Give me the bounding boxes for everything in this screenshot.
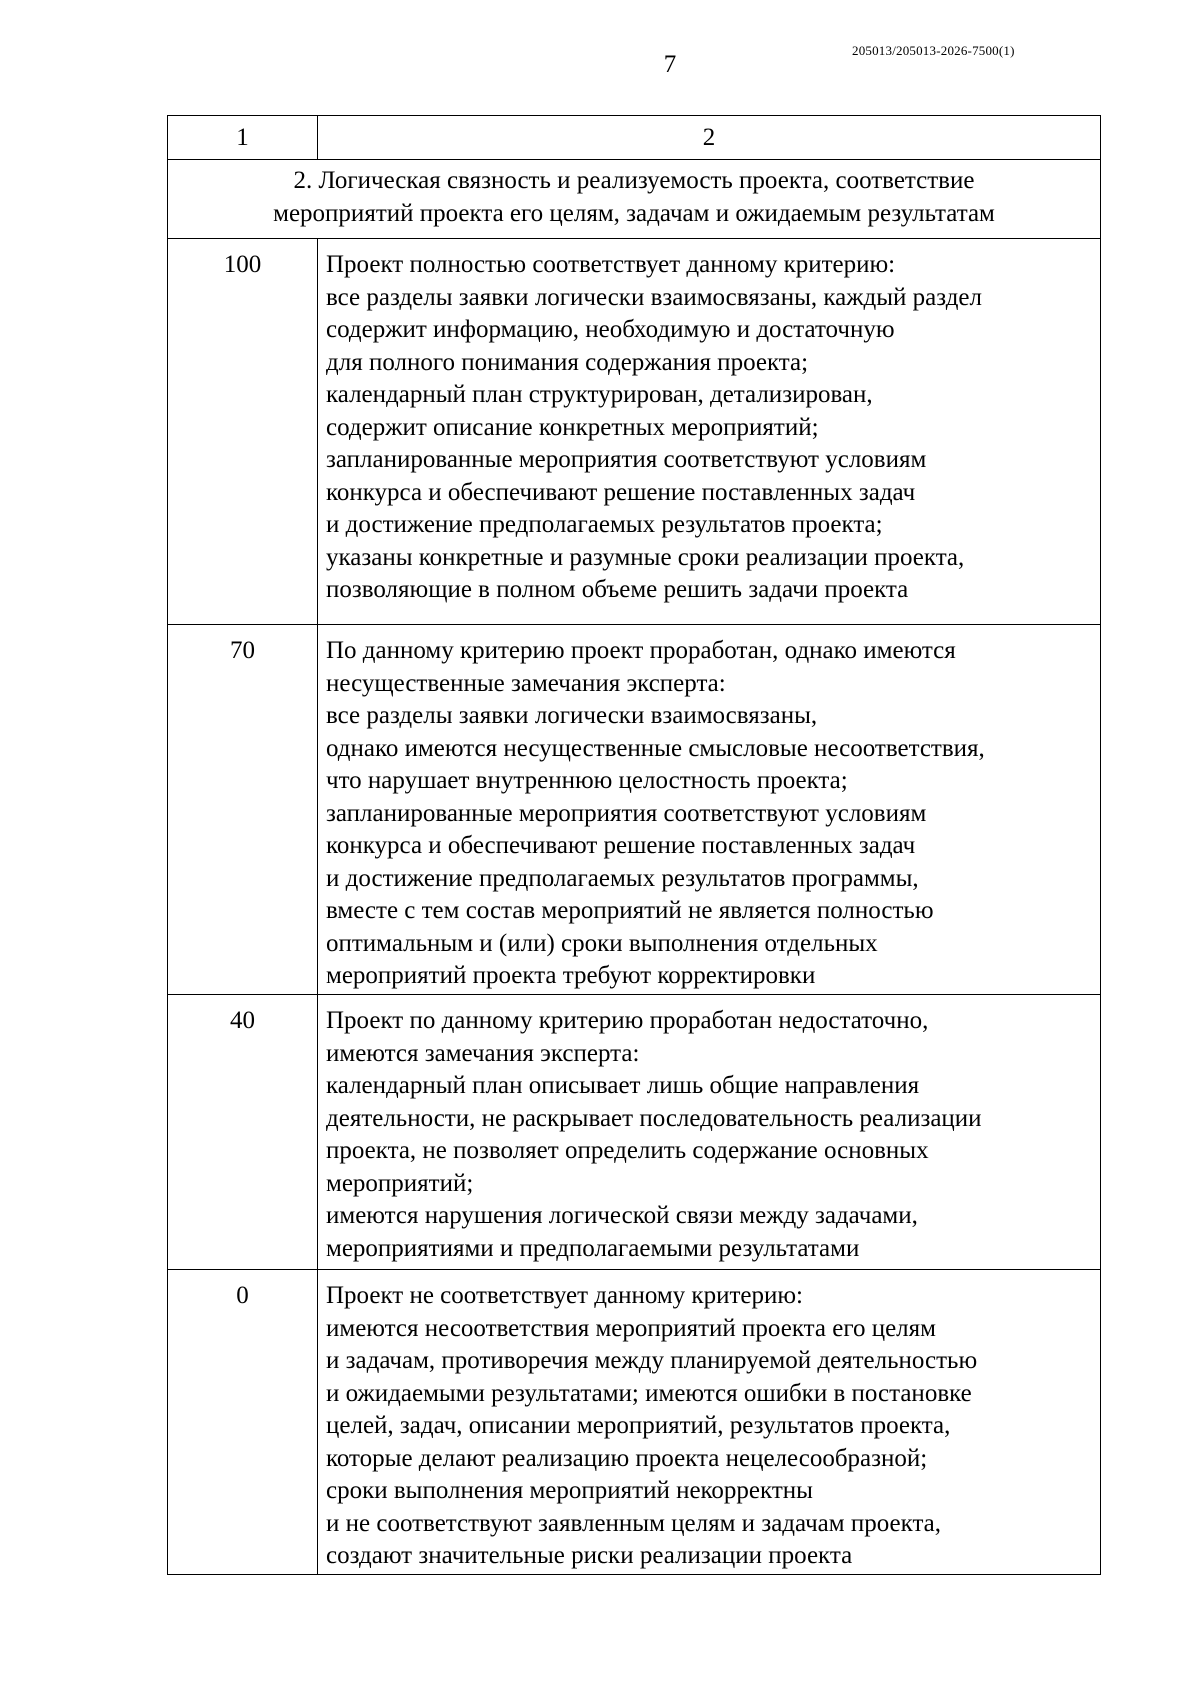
description-line: мероприятий; [326, 1169, 474, 1197]
table-row [168, 625, 1101, 995]
description-line: запланированные мероприятия соответствуют условиям [326, 446, 927, 473]
description-line: мероприятий проекта требуют корректировки [326, 962, 816, 989]
description-line: календарный план описывает лишь общие направления [326, 1072, 920, 1099]
description-line: и ожидаемыми результатами; имеются ошибки в постановке [326, 1379, 972, 1407]
description-line: мероприятиями и предполагаемыми результатами [326, 1234, 860, 1262]
description-line: и достижение предполагаемых результатов программы, [326, 864, 919, 892]
description-cell [318, 239, 1101, 625]
description-line: имеются несоответствия мероприятий проекта его целям [326, 1314, 936, 1342]
score-cell: 40 [168, 995, 318, 1270]
page-number: 7 [663, 51, 677, 78]
description-line: содержит информацию, необходимую и достаточную [326, 316, 895, 343]
section-title-line: мероприятий проекта его целям, задачам и ожидаемым результатам [273, 199, 995, 227]
score-cell: 100 [168, 239, 318, 625]
description-line: несущественные замечания эксперта: [326, 669, 726, 697]
score-cell: 70 [168, 625, 318, 995]
description-line: запланированные мероприятия соответствуют условиям [326, 799, 927, 827]
description-line: позволяющие в полном объеме решить задачи проекта [326, 576, 909, 603]
description-cell [318, 625, 1101, 995]
document-id: 205013/205013-2026-7500(1) [852, 43, 1015, 58]
table-row [168, 239, 1101, 625]
description-line: однако имеются несущественные смысловые несоответствия, [326, 734, 985, 762]
description-line: имеются нарушения логической связи между задачами, [326, 1202, 918, 1229]
description-line: проекта, не позволяет определить содержание основных [326, 1137, 929, 1164]
section-title-row [168, 160, 1101, 239]
description-line: и не соответствуют заявленным целям и задачам проекта, [326, 1509, 942, 1537]
criteria-table [167, 115, 1101, 1575]
description-line: создают значительные риски реализации проекта [326, 1542, 853, 1569]
description-line: По данному критерию проект проработан, однако имеются [326, 637, 956, 664]
description-line: целей, задач, описании мероприятий, результатов проекта, [326, 1412, 951, 1439]
description-line: вместе с тем состав мероприятий не является полностью [326, 897, 934, 924]
description-line: Проект по данному критерию проработан недостаточно, [326, 1007, 929, 1034]
description-line: которые делают реализацию проекта нецелесообразной; [326, 1444, 928, 1472]
description-line: что нарушает внутреннюю целостность проекта; [326, 767, 848, 794]
column-header-1: 1 [168, 116, 318, 160]
description-line: конкурса и обеспечивают решение поставленных задач [326, 832, 916, 859]
description-line: сроки выполнения мероприятий некорректны [326, 1477, 813, 1504]
description-line: указаны конкретные и разумные сроки реализации проекта, [326, 543, 965, 571]
table-row [168, 995, 1101, 1270]
description-line: календарный план структурирован, детализирован, [326, 381, 873, 408]
description-line: деятельности, не раскрывает последовательность реализации [326, 1104, 982, 1132]
section-title [168, 160, 1101, 239]
section-title-line: 2. Логическая связность и реализуемость проекта, соответствие [293, 167, 975, 194]
description-cell [318, 1270, 1101, 1575]
column-header-row [168, 116, 1101, 160]
description-line: конкурса и обеспечивают решение поставленных задач [326, 478, 916, 506]
score-cell: 0 [168, 1270, 318, 1575]
description-line: все разделы заявки логически взаимосвязаны, каждый раздел [326, 283, 982, 311]
description-cell [318, 995, 1101, 1270]
description-line: Проект не соответствует данному критерию: [326, 1282, 803, 1309]
description-line: все разделы заявки логически взаимосвязаны, [326, 702, 818, 729]
table-row [168, 1270, 1101, 1575]
description-line: содержит описание конкретных мероприятий; [326, 413, 819, 441]
description-line: имеются замечания эксперта: [326, 1039, 640, 1067]
description-line: оптимальным и (или) сроки выполнения отдельных [326, 929, 878, 957]
description-line: для полного понимания содержания проекта; [326, 348, 809, 376]
description-line: Проект полностью соответствует данному критерию: [326, 251, 896, 278]
column-header-2: 2 [318, 116, 1101, 160]
description-line: и достижение предполагаемых результатов проекта; [326, 511, 883, 538]
description-line: и задачам, противоречия между планируемой деятельностью [326, 1347, 978, 1374]
